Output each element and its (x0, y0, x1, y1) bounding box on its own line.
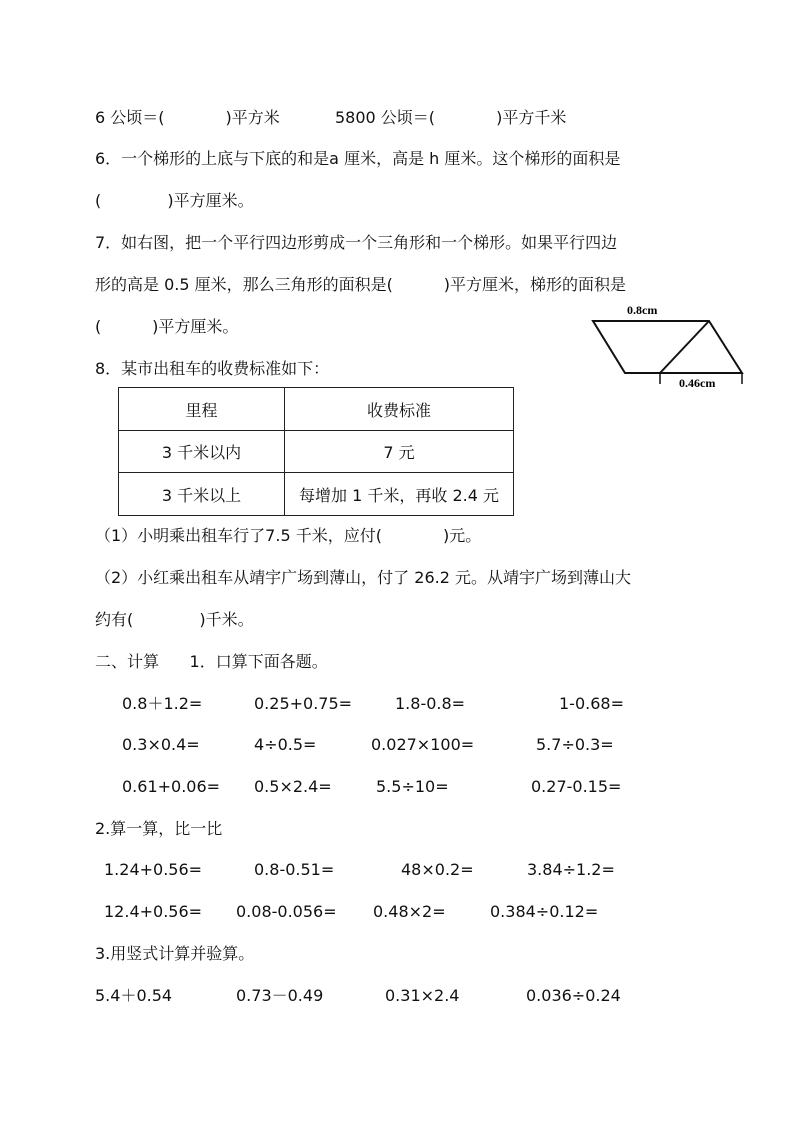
question-8-sub-1: （1）小明乘出租车行了7.5 千米，应付( )元。 (95, 526, 482, 545)
vertical-calc-item: 0.73－0.49 (236, 986, 324, 1005)
question-8-sub-2-line-1: （2）小红乘出租车从靖宇广场到薄山，付了 26.2 元。从靖宇广场到薄山大 (95, 568, 631, 587)
table-header-fee: 收费标准 (285, 388, 514, 431)
part-2-heading: 2.算一算，比一比 (95, 819, 223, 838)
oral-item: 0.3×0.4= (122, 735, 200, 754)
table-cell: 7 元 (285, 431, 514, 473)
table-header-distance: 里程 (119, 388, 285, 431)
oral-item: 4÷0.5= (254, 735, 317, 754)
vertical-calc-item: 0.31×2.4 (385, 986, 460, 1005)
compare-item: 12.4+0.56= (104, 902, 203, 921)
oral-item: 0.8＋1.2= (122, 694, 203, 713)
oral-item: 5.5÷10= (376, 777, 449, 796)
oral-item: 0.61+0.06= (122, 777, 221, 796)
vertical-calc-item: 5.4＋0.54 (95, 986, 173, 1005)
parallelogram-figure (585, 300, 750, 392)
question-8: 8．某市出租车的收费标准如下： (95, 359, 330, 378)
unit-conversion-1: 6 公顷＝( )平方米 (95, 108, 280, 127)
table-cell: 3 千米以上 (119, 473, 285, 516)
compare-item: 0.8-0.51= (254, 860, 335, 879)
oral-item: 0.27-0.15= (531, 777, 622, 796)
compare-item: 1.24+0.56= (104, 860, 203, 879)
compare-item: 0.48×2= (373, 902, 446, 921)
question-8-sub-2-line-2: 约有( )千米。 (95, 610, 254, 629)
figure-top-label: 0.8cm (627, 303, 658, 317)
oral-item: 5.7÷0.3= (536, 735, 614, 754)
question-7-line-2: 形的高是 0.5 厘米，那么三角形的面积是( )平方厘米，梯形的面积是 (95, 275, 626, 294)
unit-conversion-2: 5800 公顷＝( )平方千米 (335, 108, 567, 127)
compare-item: 0.384÷0.12= (490, 902, 599, 921)
cut-line (660, 321, 709, 373)
taxi-fee-table (118, 387, 514, 515)
compare-item: 0.08-0.056= (236, 902, 337, 921)
table-cell: 每增加 1 千米，再收 2.4 元 (285, 473, 514, 516)
oral-item: 1-0.68= (559, 694, 624, 713)
oral-item: 0.027×100= (371, 735, 475, 754)
figure-bottom-label: 0.46cm (679, 376, 716, 390)
section-2-heading: 二、计算 1．口算下面各题。 (95, 652, 328, 671)
vertical-calc-item: 0.036÷0.24 (526, 986, 621, 1005)
question-6-line-1: 6．一个梯形的上底与下底的和是a 厘米，高是 h 厘米。这个梯形的面积是 (95, 149, 621, 168)
oral-item: 0.25+0.75= (254, 694, 353, 713)
compare-item: 3.84÷1.2= (527, 860, 615, 879)
oral-item: 1.8-0.8= (395, 694, 466, 713)
oral-item: 0.5×2.4= (254, 777, 332, 796)
part-3-heading: 3.用竖式计算并验算。 (95, 944, 255, 963)
compare-item: 48×0.2= (401, 860, 474, 879)
question-7-line-3: ( )平方厘米。 (95, 317, 239, 336)
question-7-line-1: 7．如右图，把一个平行四边形剪成一个三角形和一个梯形。如果平行四边 (95, 233, 618, 252)
question-6-line-2: ( )平方厘米。 (95, 191, 254, 210)
table-cell: 3 千米以内 (119, 431, 285, 473)
